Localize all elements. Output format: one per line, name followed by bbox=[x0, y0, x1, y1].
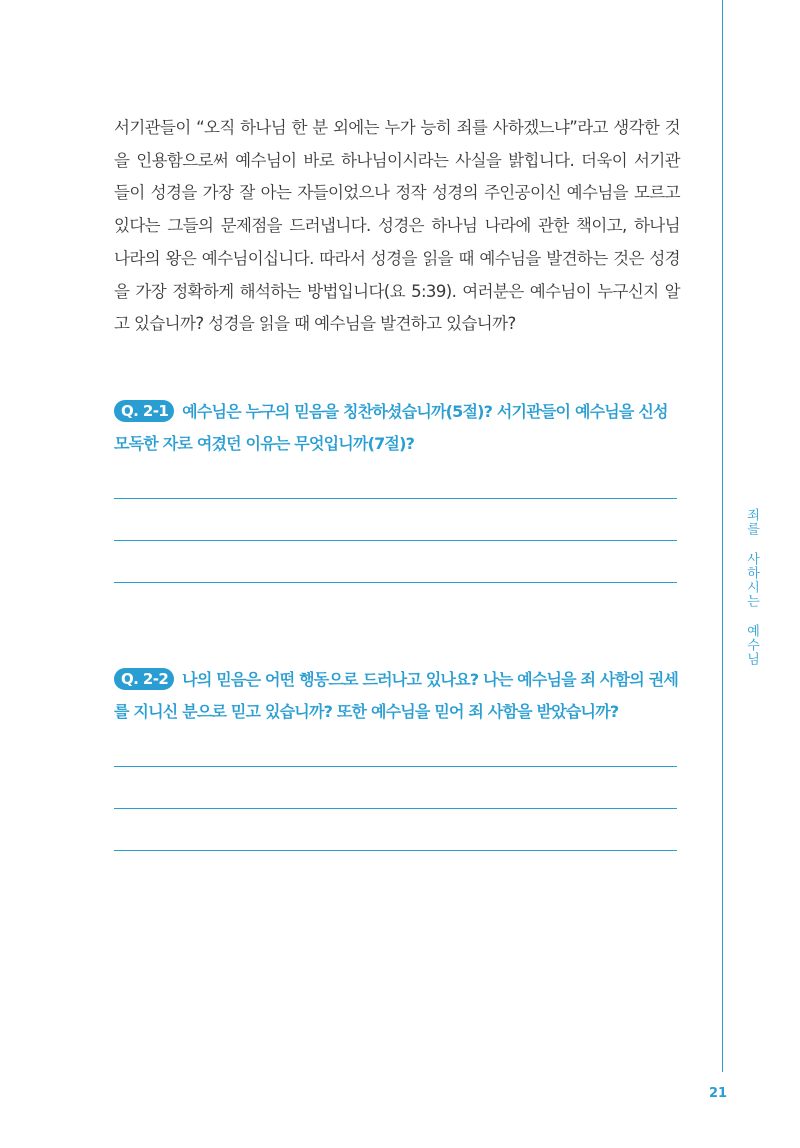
answer-line[interactable] bbox=[114, 540, 677, 541]
sidebar-divider bbox=[722, 0, 723, 1072]
question-badge: Q. 2-1 bbox=[114, 400, 174, 422]
body-paragraph bbox=[114, 112, 680, 341]
chapter-title: 죄를 사하시는 예수님 bbox=[744, 508, 759, 666]
body-line: 을 인용함으로써 예수님이 바로 하나님이시라는 사실을 밝힙니다. 더욱이 서기관 bbox=[114, 150, 680, 170]
answer-line[interactable] bbox=[114, 850, 677, 851]
answer-line[interactable] bbox=[114, 808, 677, 809]
question-text: 나의 믿음은 어떤 행동으로 드러나고 있나요? 나는 예수님을 죄 사함의 권세 bbox=[182, 670, 679, 689]
question-line bbox=[114, 664, 680, 696]
body-line: 나라의 왕은 예수님이십니다. 따라서 성경을 읽을 때 예수님을 발견하는 것은 성경 bbox=[114, 248, 680, 268]
body-line: 을 가장 정확하게 해석하는 방법입니다(요 5:39). 여러분은 예수님이 누구신지 알 bbox=[114, 281, 680, 301]
answer-line[interactable] bbox=[114, 498, 677, 499]
body-line: 있다는 그들의 문제점을 드러냅니다. 성경은 하나님 나라에 관한 책이고, 하나님 bbox=[114, 216, 680, 236]
page-number: 21 bbox=[708, 1086, 728, 1101]
question-2-2 bbox=[114, 664, 680, 728]
body-line: 서기관들이 “오직 하나님 한 분 외에는 누가 능히 죄를 사하겠느냐”라고 생각한 것 bbox=[114, 118, 680, 137]
question-line bbox=[114, 396, 680, 428]
question-line: 를 지니신 분으로 믿고 있습니까? 또한 예수님을 믿어 죄 사함을 받았습니까? bbox=[114, 702, 619, 721]
question-2-1 bbox=[114, 396, 680, 460]
body-line: 고 있습니까? 성경을 읽을 때 예수님을 발견하고 있습니까? bbox=[114, 314, 516, 334]
body-line: 들이 성경을 가장 잘 아는 자들이었으나 정작 성경의 주인공이신 예수님을 모르고 bbox=[114, 183, 680, 203]
answer-line[interactable] bbox=[114, 766, 677, 767]
answer-line[interactable] bbox=[114, 582, 677, 583]
question-badge: Q. 2-2 bbox=[114, 668, 174, 690]
question-line: 모독한 자로 여겼던 이유는 무엇입니까(7절)? bbox=[114, 434, 415, 453]
question-text: 예수님은 누구의 믿음을 칭찬하셨습니까(5절)? 서기관들이 예수님을 신성 bbox=[182, 402, 668, 421]
